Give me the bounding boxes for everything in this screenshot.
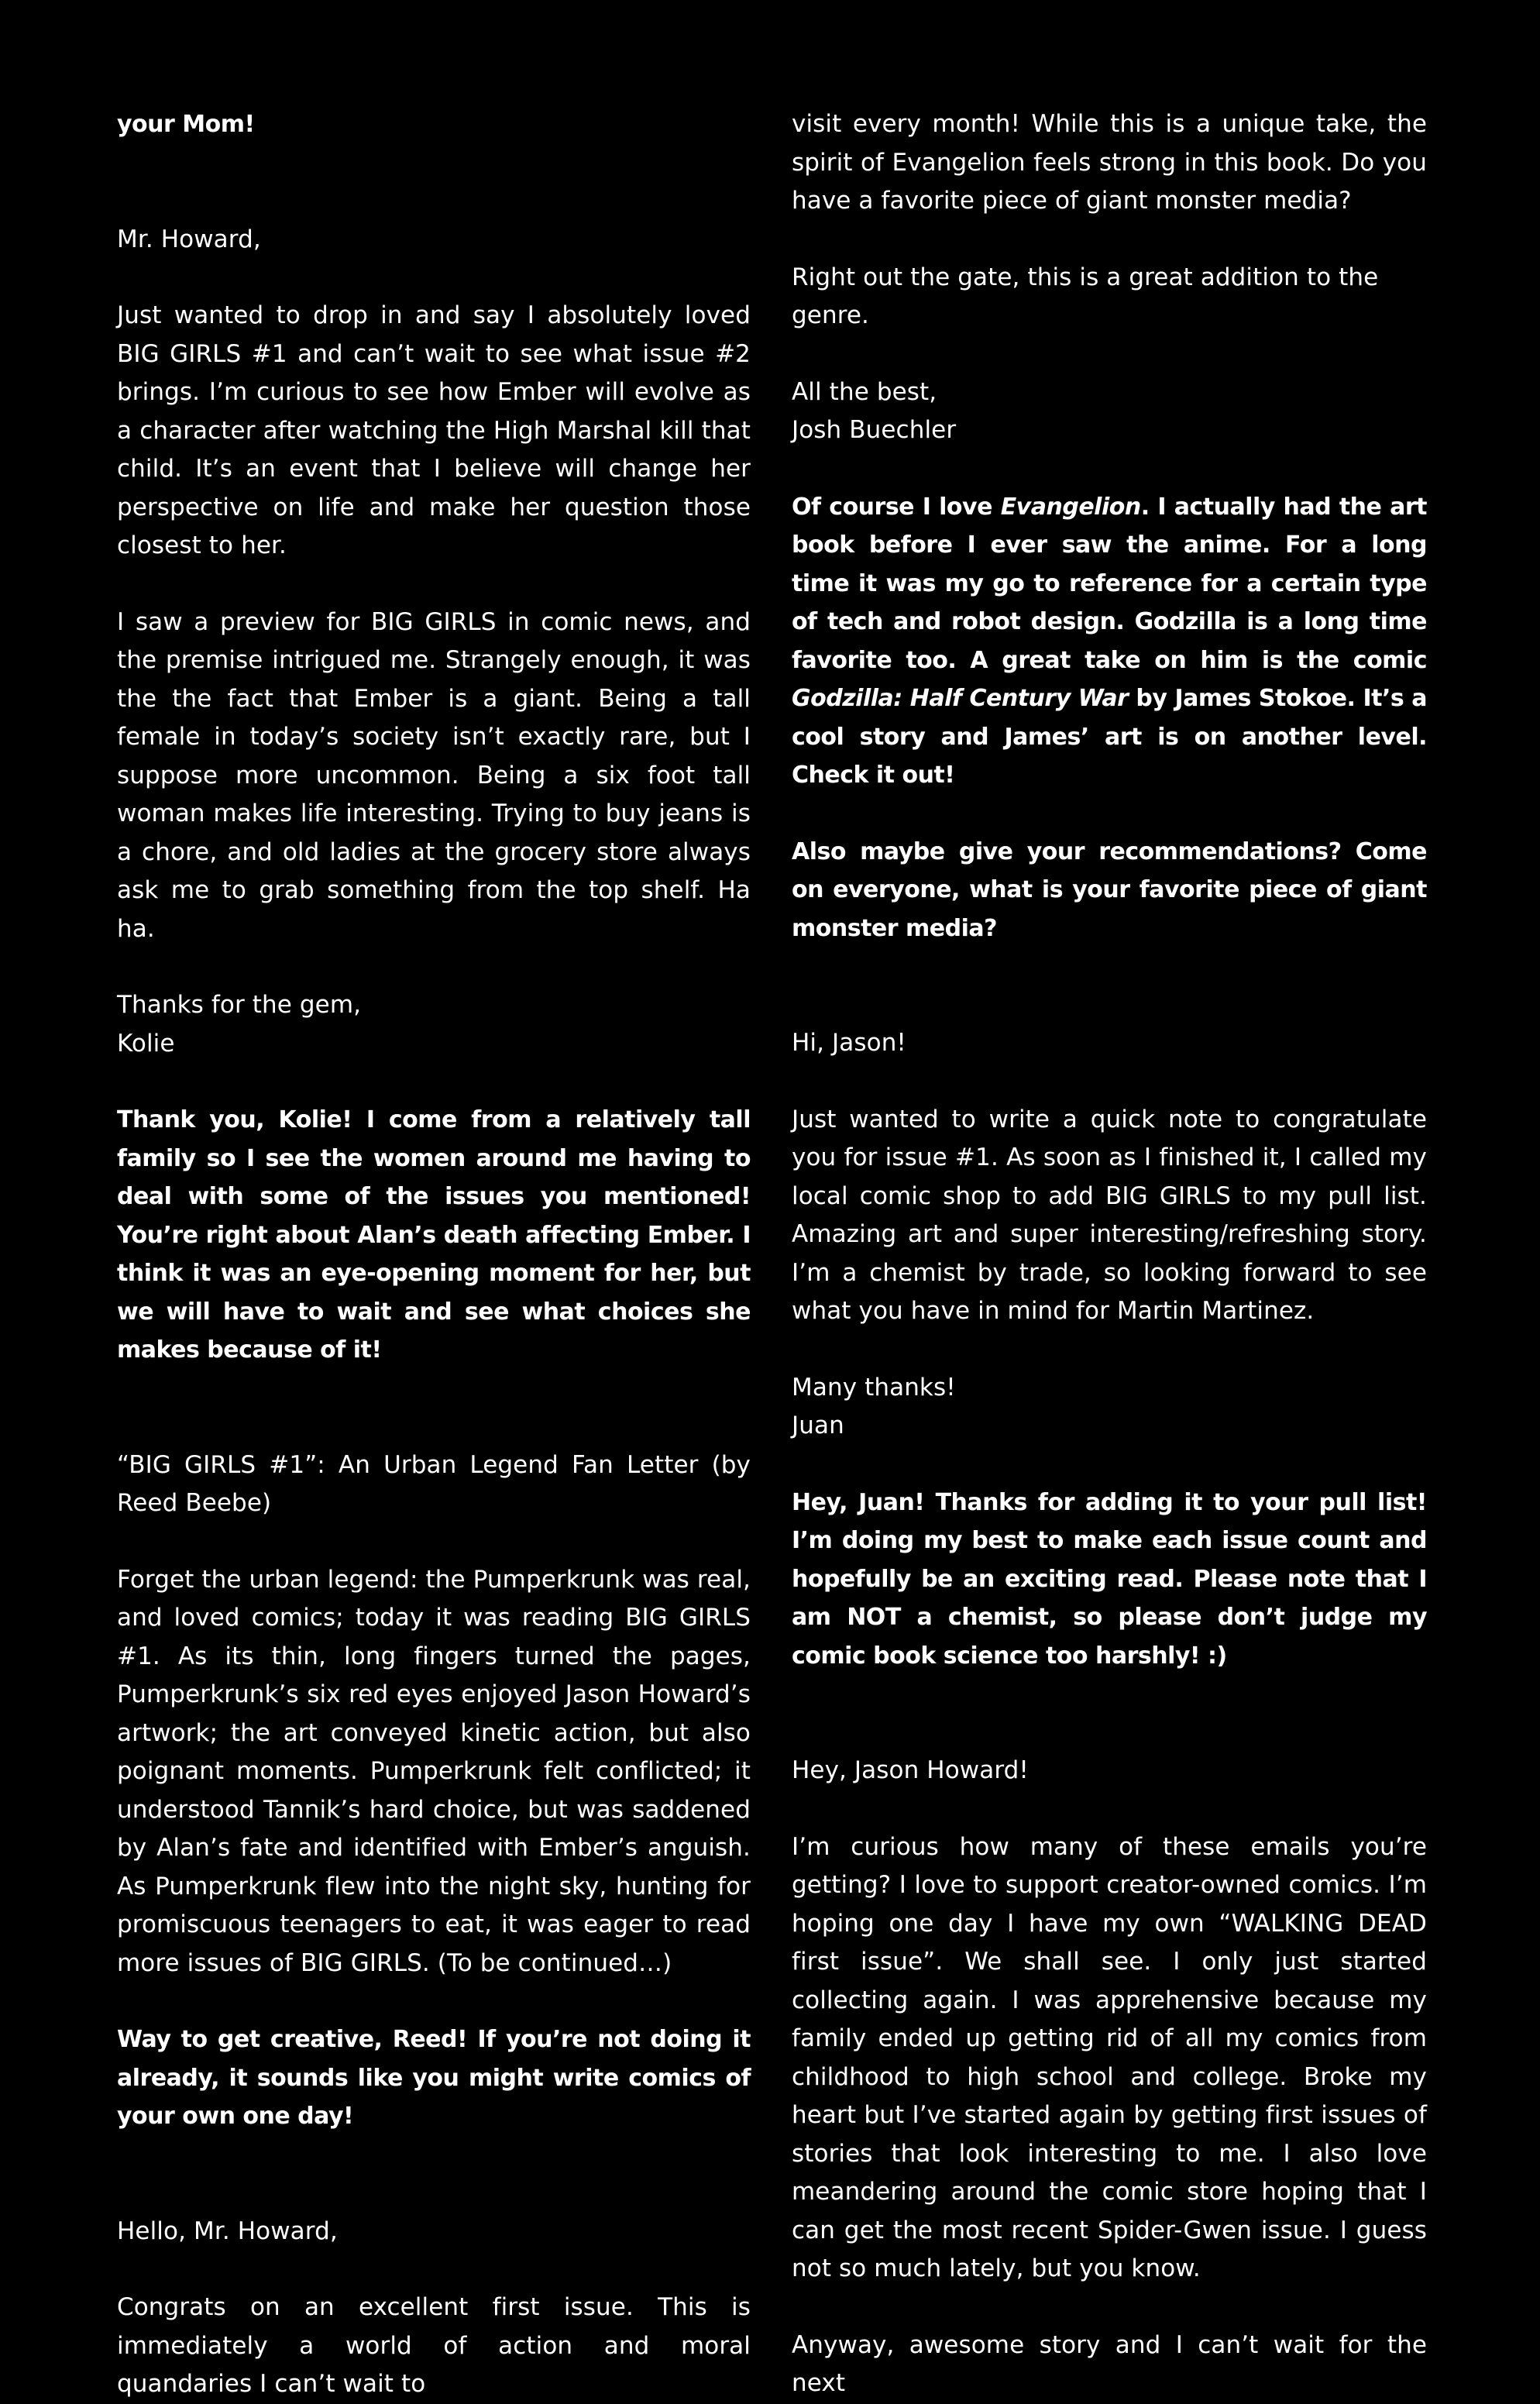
letter-paragraph: Just wanted to drop in and say I absolutely loved BIG GIRLS #1 and can’t wait to see what issue #2 brings. I’m curious to see how Ember will evolve as a character after watching the High Marshal kill that child. It’s an event that I believe will change her perspective on life and make her question those closest to her. (117, 301, 751, 559)
letter-paragraph: Right out the gate, this is a great addition to the genre. (792, 263, 1379, 329)
letter-author: Josh Buechler (792, 416, 957, 444)
letter-paragraph: I saw a preview for BIG GIRLS in comic news, and the premise intrigued me. Strangely enough, it was the the fact that Ember is a giant. Being a tall female in today’s society isn’t exactly rare, but I suppose more uncommon. Being a six foot tall woman makes life interesting. Trying to buy jeans is a chore, and old ladies at the grocery store always ask me to grab something from the top shelf. Ha ha. (117, 607, 751, 943)
letter-paragraph: visit every month! While this is a unique take, the spirit of Evangelion feels strong in this book. Do you have a favorite piece of giant monster media? (792, 110, 1427, 215)
letter-paragraph: I’m curious how many of these emails you’re getting? I love to support creator-owned comics. I’m hoping one day I have my own “WALKING DEAD first issue”. We shall see. I only just started collecting again. I was apprehensive because my family ended up getting rid of all my comics from childhood to high school and college. Broke my heart but I’ve started again by getting first issues of stories that look interesting to me. I also love meandering around the comic store hoping that I can get the most recent Spider-Gwen issue. I guess not so much lately, but you know. (792, 1832, 1427, 2282)
reply-fragment: your Mom! (117, 111, 255, 138)
letter-title: “BIG GIRLS #1”: An Urban Legend Fan Letter (by Reed Beebe) (117, 1450, 751, 1517)
letter-author: Kolie (117, 1029, 175, 1058)
letter-paragraph: Forget the urban legend: the Pumperkrunk was real, and loved comics; today it was reading BIG GIRLS #1. As its thin, long fingers turned the pages, Pumperkrunk’s six red eyes enjoyed Jason Howard’s artwork; the art conveyed kinetic action, but also poignant moments. Pumperkrunk felt conflicted; it understood Tannik’s hard choice, but was saddened by Alan’s fate and identified with Ember’s anguish. As Pumperkrunk flew into the night sky, hunting for promiscuous teenagers to eat, it was eager to read more issues of BIG GIRLS. (To be continued…) (117, 1565, 751, 1977)
letter-signoff: All the best, (792, 377, 937, 406)
editor-reply: Also maybe give your recommendations? Come on everyone, what is your favorite piece of giant monster media? (792, 837, 1427, 942)
right-column (792, 105, 1427, 2403)
letter-signoff: Many thanks! (792, 1373, 956, 1401)
letter-paragraph: Just wanted to write a quick note to congratulate you for issue #1. As soon as I finished it, I called my local comic shop to add BIG GIRLS to my pull list. Amazing art and super interesting/refreshing story. I’m a chemist by trade, so looking forward to see what you have in mind for Martin Martinez. (792, 1105, 1427, 1325)
letter-salutation: Mr. Howard, (117, 225, 261, 253)
letter-paragraph: Anyway, awesome story and I can’t wait for the next (792, 2330, 1427, 2397)
reply-text: . I actually had the art book before I ever saw the anime. For a long time it was my go to reference for a certain type of tech and robot design. Godzilla is a long time favorite too. A great take on him is the comic (792, 493, 1427, 674)
editor-reply: Thank you, Kolie! I come from a relatively tall family so I see the women around me having to deal with some of the issues you mentioned! You’re right about Alan’s death affecting Ember. I think it was an eye-opening moment for her, but we will have to wait and see what choices she makes because of it! (117, 1106, 751, 1364)
reply-text: Of course I love (792, 493, 1001, 521)
reply-title-emphasis: Godzilla: Half Century War (792, 685, 1129, 712)
reply-title-emphasis: Evangelion (1000, 493, 1141, 521)
editor-reply: Hey, Juan! Thanks for adding it to your pull list! I’m doing my best to make each issue count and hopefully be an exciting read. Please note that I am NOT a chemist, so please don’t judge my comic book science too harshly! :) (792, 1488, 1427, 1670)
letter-salutation: Hi, Jason! (792, 1029, 906, 1057)
letter-signoff: Thanks for the gem, (117, 991, 362, 1019)
letter-author: Juan (792, 1412, 844, 1439)
editor-reply (792, 488, 1427, 795)
reply-text: by James Stokoe. It’s a cool story and James’ art is on another level. Check it out! (792, 685, 1427, 789)
left-column (117, 105, 751, 2404)
letter-paragraph: Congrats on an excellent first issue. This is immediately a world of action and moral quandaries I can’t wait to (117, 2293, 751, 2398)
letter-salutation: Hello, Mr. Howard, (117, 2217, 338, 2245)
letter-salutation: Hey, Jason Howard! (792, 1756, 1029, 1784)
editor-reply: Way to get creative, Reed! If you’re not doing it already, it sounds like you might write comics of your own one day! (117, 2026, 751, 2130)
